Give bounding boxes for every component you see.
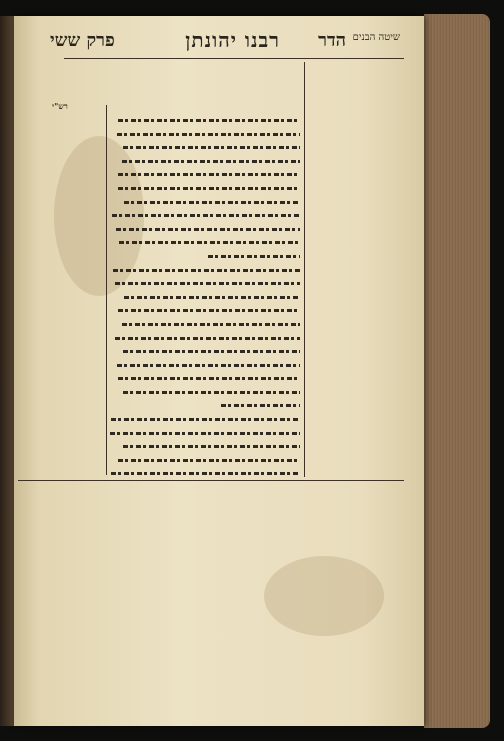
text-line: [306, 373, 406, 379]
main-text-column: [110, 112, 300, 477]
right-commentary-column: [306, 62, 406, 472]
text-line: [18, 582, 404, 587]
text-line: [20, 112, 102, 118]
text-line: [20, 200, 102, 206]
text-line: [18, 527, 404, 532]
text-line: [110, 166, 300, 176]
text-line: [306, 390, 406, 396]
text-line: [18, 520, 404, 525]
text-line: [306, 267, 406, 273]
text-line: [20, 376, 102, 382]
text-line: [110, 411, 300, 421]
text-line: [20, 244, 102, 250]
text-line: [306, 406, 406, 412]
text-line: [306, 340, 406, 346]
text-line: [110, 180, 300, 190]
text-line: [110, 316, 300, 326]
text-line: [18, 562, 404, 567]
text-line: [110, 275, 300, 285]
text-line: [20, 306, 102, 312]
text-line: [306, 381, 406, 387]
text-line: [306, 463, 406, 469]
text-line: [18, 638, 404, 643]
text-line: [18, 576, 404, 581]
text-line: [306, 226, 406, 232]
text-line: [20, 279, 102, 285]
text-line: [18, 541, 404, 546]
text-line: [20, 297, 102, 303]
text-line: [20, 191, 102, 197]
text-line: [306, 209, 406, 215]
section-rule: [18, 480, 404, 481]
text-line: [20, 350, 102, 356]
text-line: [18, 679, 404, 684]
text-line: [306, 447, 406, 453]
text-line: [306, 332, 406, 338]
text-line: [18, 548, 404, 553]
text-line: [18, 672, 404, 677]
text-line: [20, 174, 102, 180]
text-line: [306, 455, 406, 461]
text-line: [20, 437, 102, 443]
text-line: [18, 686, 404, 691]
text-line: [20, 156, 102, 162]
text-line: [18, 651, 404, 656]
left-commentary-column: [20, 112, 102, 452]
text-line: [306, 95, 406, 101]
text-line: [110, 289, 300, 299]
text-line: [110, 221, 300, 231]
text-line: [110, 397, 300, 407]
text-line: [306, 398, 406, 404]
text-line: [20, 147, 102, 153]
text-line: [20, 165, 102, 171]
text-line: [110, 234, 300, 244]
text-line: [18, 555, 404, 560]
text-line: [306, 193, 406, 199]
text-line: [306, 316, 406, 322]
column-divider: [106, 105, 107, 475]
text-line: [110, 452, 300, 462]
text-line: [20, 121, 102, 127]
text-line: [306, 128, 406, 134]
text-line: [18, 693, 404, 698]
text-line: [306, 185, 406, 191]
text-line: [20, 394, 102, 400]
text-line: [18, 617, 404, 622]
text-line: [20, 332, 102, 338]
text-line: [306, 70, 406, 76]
header-title: רבנו יהונתן: [185, 28, 280, 52]
text-line: [20, 235, 102, 241]
text-line: [306, 201, 406, 207]
text-line: [306, 218, 406, 224]
text-line: [306, 87, 406, 93]
text-line: [110, 126, 300, 136]
text-line: [20, 367, 102, 373]
header-chapter: פרק ששי: [50, 30, 115, 51]
text-line: [18, 644, 404, 649]
text-line: [110, 139, 300, 149]
text-line: [306, 160, 406, 166]
text-line: [110, 194, 300, 204]
page-header: [50, 28, 400, 56]
text-line: [18, 631, 404, 636]
text-line: [110, 384, 300, 394]
text-line: [306, 111, 406, 117]
text-line: [306, 283, 406, 289]
text-line: [306, 422, 406, 428]
text-line: [306, 78, 406, 84]
text-line: [306, 103, 406, 109]
text-line: [306, 299, 406, 305]
text-line: [20, 314, 102, 320]
text-line: [18, 569, 404, 574]
text-line: [20, 226, 102, 232]
text-line: [20, 411, 102, 417]
text-line: [110, 343, 300, 353]
text-line: [110, 153, 300, 163]
text-line: [20, 429, 102, 435]
text-line: [306, 136, 406, 142]
text-line: [306, 119, 406, 125]
text-line: [20, 253, 102, 259]
text-line: [110, 330, 300, 340]
text-line: [110, 465, 300, 475]
text-line: [18, 534, 404, 539]
text-line: [110, 302, 300, 312]
text-line: [20, 420, 102, 426]
text-line: [20, 209, 102, 215]
text-line: [306, 62, 406, 68]
bottom-commentary: [18, 486, 404, 704]
text-line: [306, 365, 406, 371]
column-divider: [304, 62, 305, 477]
text-line: [20, 262, 102, 268]
text-line: [306, 349, 406, 355]
header-corner-text: שיטה הבנים: [352, 32, 400, 43]
page-edges: [424, 14, 490, 728]
text-line: [306, 259, 406, 265]
text-line: [18, 665, 404, 670]
text-line: [306, 308, 406, 314]
text-line: [20, 446, 102, 452]
text-line: [306, 152, 406, 158]
text-line: [18, 610, 404, 615]
text-line: [306, 324, 406, 330]
text-line: [110, 248, 300, 258]
text-line: [110, 262, 300, 272]
text-line: [306, 144, 406, 150]
text-line: [20, 270, 102, 276]
text-line: [20, 182, 102, 188]
text-line: [306, 250, 406, 256]
text-line: [20, 385, 102, 391]
text-line: [20, 130, 102, 136]
text-line: [110, 425, 300, 435]
text-line: [306, 430, 406, 436]
text-line: [110, 207, 300, 217]
text-line: [18, 603, 404, 608]
text-line: [20, 138, 102, 144]
text-line: [306, 414, 406, 420]
text-line: [306, 168, 406, 174]
text-line: [18, 514, 404, 519]
text-line: [20, 288, 102, 294]
text-line: [18, 507, 404, 512]
text-line: [110, 112, 300, 122]
rashi-label: רש"י: [52, 101, 68, 111]
header-rule: [64, 58, 404, 59]
text-line: [18, 500, 404, 505]
text-line: [20, 358, 102, 364]
text-line: [306, 234, 406, 240]
text-line: [20, 218, 102, 224]
text-line: [306, 242, 406, 248]
text-line: [110, 370, 300, 380]
text-line: [306, 439, 406, 445]
text-line: [110, 357, 300, 367]
text-line: [20, 402, 102, 408]
text-line: [18, 493, 404, 498]
text-line: [20, 323, 102, 329]
text-line: [306, 291, 406, 297]
text-line: [20, 341, 102, 347]
text-line: [306, 177, 406, 183]
header-middle-word: הדר: [318, 30, 346, 51]
text-line: [18, 589, 404, 594]
text-line: [18, 596, 404, 601]
text-line: [18, 658, 404, 663]
text-line: [110, 438, 300, 448]
text-line: [18, 624, 404, 629]
text-line: [306, 275, 406, 281]
text-line: [18, 486, 404, 491]
text-line: [306, 357, 406, 363]
